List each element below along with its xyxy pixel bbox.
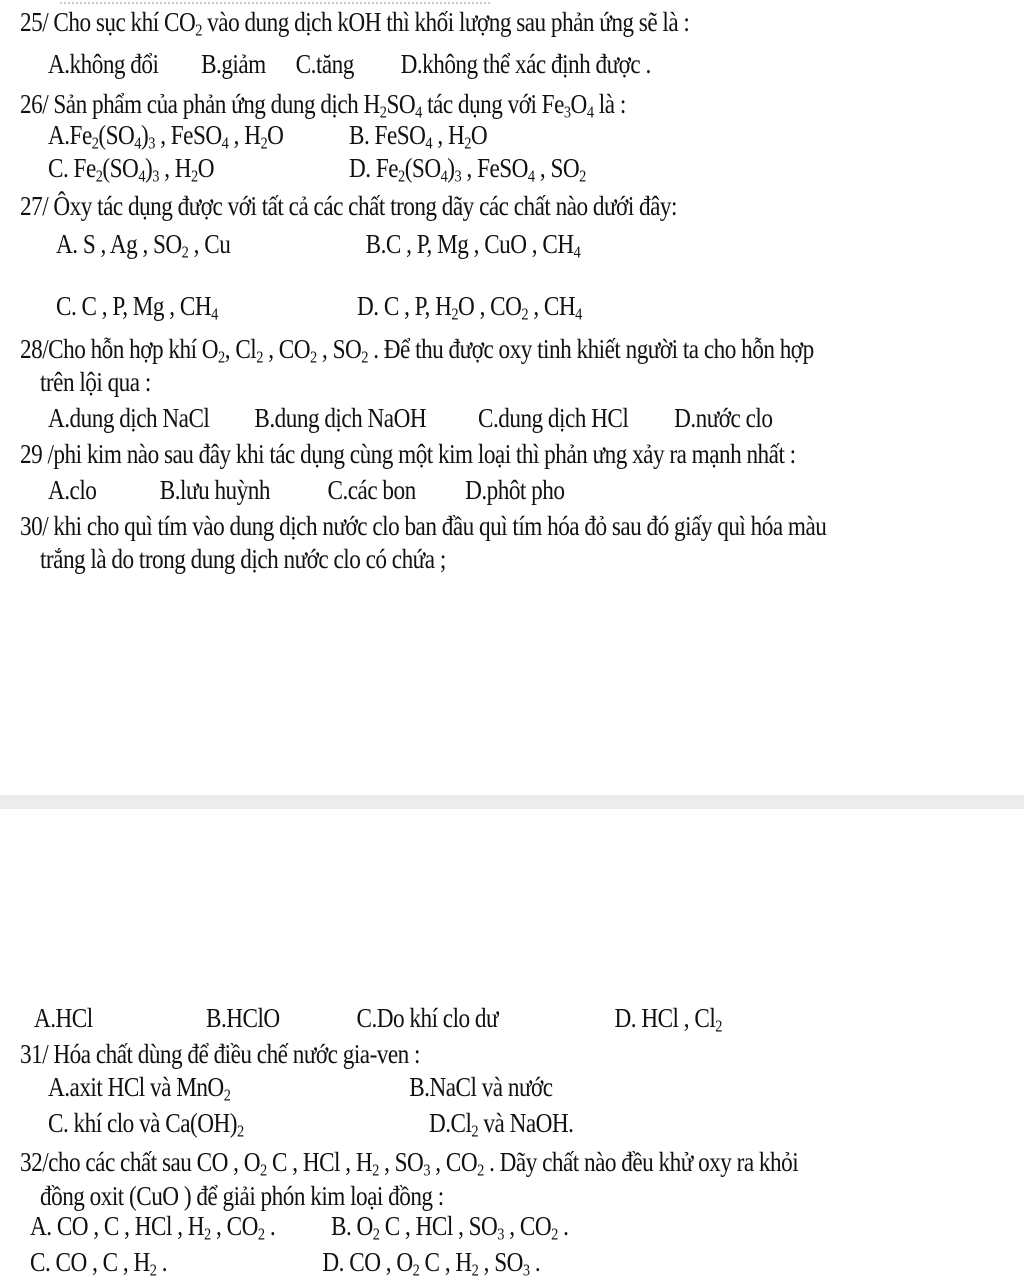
q30-option-c: C.Do khí clo dư — [356, 1003, 499, 1033]
q28-option-b: B.dung dịch NaOH — [254, 403, 427, 433]
q31-stem: 31/ Hóa chất dùng để điều chế nước gia-ven : — [20, 1039, 420, 1069]
q29-option-d: D.phôt pho — [465, 475, 565, 505]
q25-option-d: D.không thể xác định được . — [400, 49, 651, 79]
q26-option-d: D. $Fe_2(SO_4)_3$ , FeSO$_4$ , $SO_2$ — [349, 153, 586, 186]
q30-stem-line2: trắng là do trong dung dịch nước clo có chứa ; — [40, 544, 446, 574]
q28-option-d: D.nước clo — [674, 403, 773, 433]
cropped-previous-line — [60, 0, 490, 4]
q27-stem: 27/ Ôxy tác dụng được với tất cả các chất trong dãy các chất nào dưới đây: — [20, 191, 677, 221]
q27-option-b: B.C , P, Mg , CuO , $CH_4$ — [365, 229, 581, 262]
q31-option-d: $D.Cl_2$ và NaOH. — [428, 1108, 574, 1141]
q26-option-a: $A.Fe_2(SO_4)_3$ , FeSO$_4$ , $H_2O$ — [48, 120, 284, 153]
q25-stem: 25/ Cho sục khí $CO_2$ vào dung dịch kOH thì khối lượng sau phản ứng sẽ là : — [20, 7, 690, 40]
q27-option-a: A. S , Ag , $SO_2$ , Cu — [56, 229, 231, 262]
q25-option-b: B.giảm — [201, 49, 266, 79]
page-separator — [0, 795, 1024, 809]
q31-option-b: B.NaCl và nước — [409, 1072, 553, 1102]
q32-option-b: B. $O_2$ C , HCl , $SO_3$ , $CO_2$ . — [331, 1211, 569, 1244]
q29-option-a: A.clo — [48, 475, 97, 505]
q26-option-c: C. $Fe_2(SO_4)_3$ , $H_2O$ — [48, 153, 215, 186]
q32-stem-line2: đồng oxit (CuO ) để giải phón kim loại đồng : — [40, 1181, 444, 1211]
q28-option-a: A.dung dịch NaCl — [48, 403, 210, 433]
q30-option-a: A.HCl — [34, 1003, 93, 1033]
q30-option-b: B.HClO — [206, 1003, 280, 1033]
q29-stem: 29 /phi kim nào sau đây khi tác dụng cùng một kim loại thì phản ưng xảy ra mạnh nhất : — [20, 439, 796, 469]
q29-option-c: C.các bon — [327, 475, 416, 505]
q30-stem-line1: 30/ khi cho quì tím vào dung dịch nước clo ban đầu quì tím hóa đỏ sau đó giấy quì hóa màu — [20, 511, 827, 541]
q28-stem-line1: 28/Cho hỗn hợp khí $O_2$, $Cl_2$ , $CO_2$ , $SO_2$ . Để thu được oxy tinh khiết người ta cho hỗn hợp — [20, 334, 814, 367]
q26-stem: 26/ Sản phẩm của phản ứng dung dịch $H_2SO_4$ tác dụng với $Fe_3O_4$ là : — [20, 89, 626, 122]
q27-option-c: C. C , P, Mg , $CH_4$ — [56, 291, 218, 324]
q27-option-d: D. C , P, $H_2O$ , $CO_2$ , $CH_4$ — [357, 291, 582, 324]
q29-option-b: B.lưu huỳnh — [159, 475, 270, 505]
q26-option-b: B. FeSO$_4$ , $H_2O$ — [349, 120, 488, 153]
q31-option-c: C. khí clo và $Ca(OH)_2$ — [48, 1108, 244, 1141]
q32-option-a: A. CO , C , HCl , $H_2$ , $CO_2$ . — [30, 1211, 276, 1244]
q25-option-a: A.không đổi — [48, 49, 159, 79]
q28-option-c: C.dung dịch HCl — [478, 403, 629, 433]
q28-stem-line2: trên lội qua : — [40, 367, 151, 397]
q32-stem-line1: 32/cho các chất sau CO , $O_2$ C , HCl , $H_2$ , $SO_3$ , $CO_2$ . Dãy chất nào đều khử oxy ra khỏi — [20, 1147, 799, 1180]
q25-option-c: C.tăng — [295, 49, 354, 79]
q30-option-d: D. HCl , $Cl_2$ — [614, 1003, 722, 1036]
q31-option-a: A.axit HCl và MnO$_2$ — [48, 1072, 231, 1105]
q32-option-c: C. CO , C , $H_2$ . — [30, 1247, 168, 1280]
q32-option-d: D. CO , $O_2$ C , $H_2$ , $SO_3$ . — [322, 1247, 541, 1280]
